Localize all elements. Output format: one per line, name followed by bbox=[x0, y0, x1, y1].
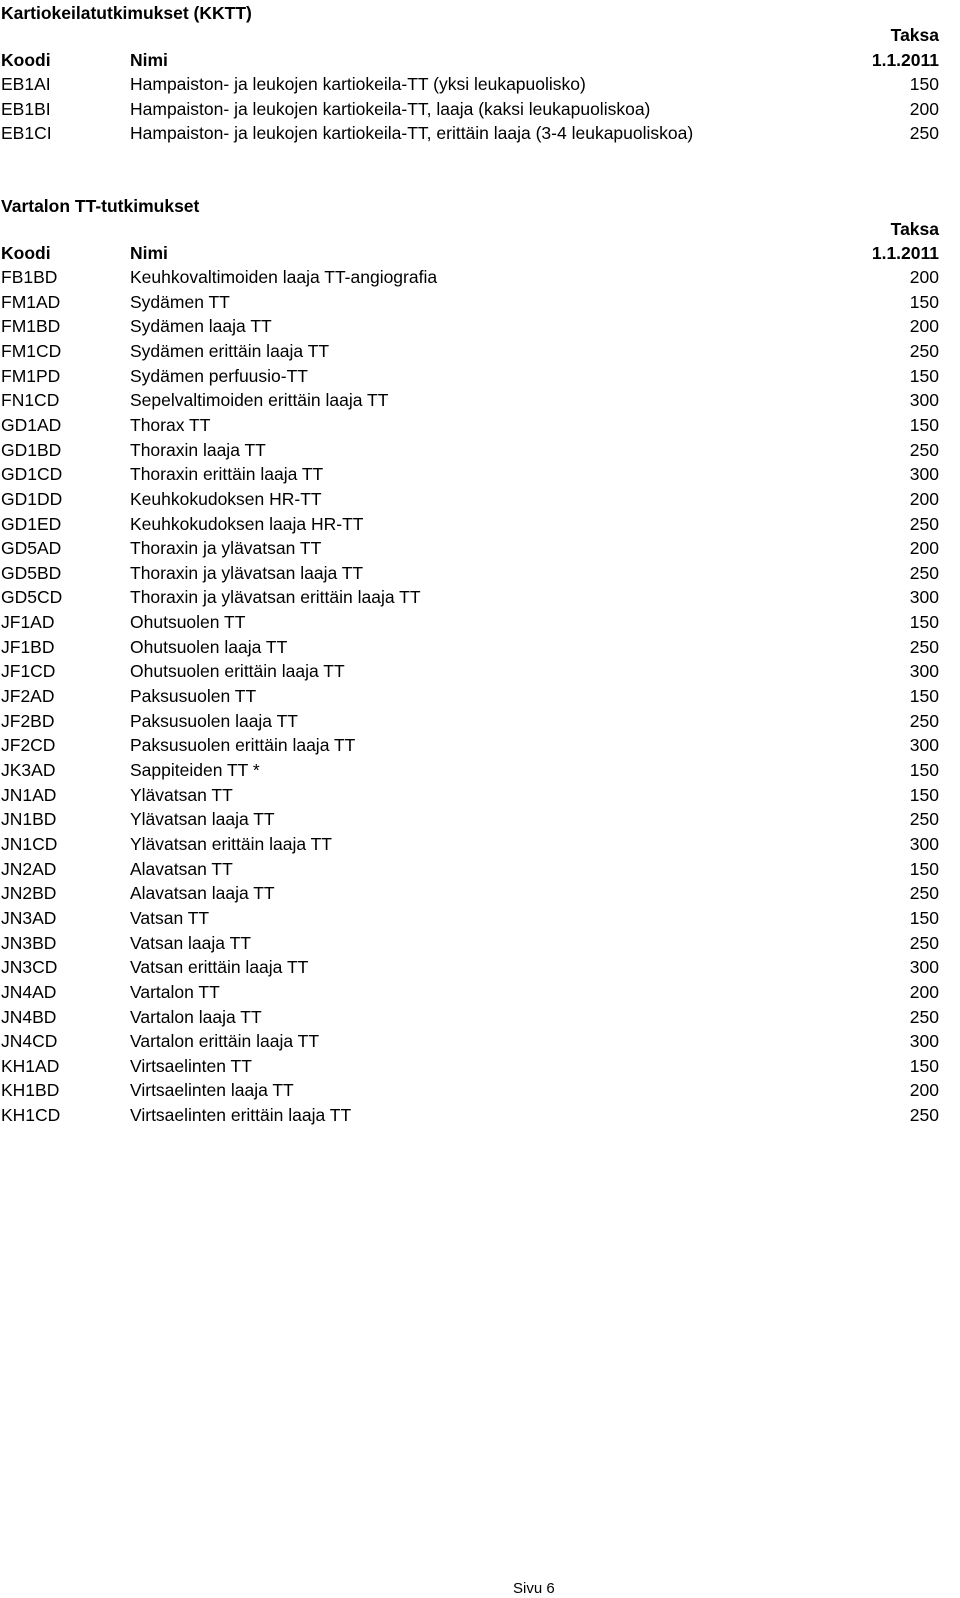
row-name: Sydämen laaja TT bbox=[130, 316, 272, 337]
row-price: 250 bbox=[909, 809, 939, 830]
row-name: Ylävatsan laaja TT bbox=[130, 809, 275, 830]
table-row bbox=[0, 1006, 960, 1031]
table-row bbox=[0, 759, 960, 784]
row-price: 150 bbox=[909, 1055, 939, 1076]
row-price: 250 bbox=[909, 439, 939, 460]
row-name: Ohutsuolen laaja TT bbox=[130, 636, 288, 657]
table-row bbox=[0, 122, 960, 147]
row-name: Vartalon erittäin laaja TT bbox=[130, 1031, 320, 1052]
table-row bbox=[0, 636, 960, 661]
row-price: 150 bbox=[909, 74, 939, 94]
row-price: 200 bbox=[909, 98, 939, 119]
row-code: JN3CD bbox=[1, 957, 58, 978]
row-name: Thoraxin laaja TT bbox=[130, 439, 266, 460]
row-price: 200 bbox=[909, 538, 939, 559]
row-name: Virtsaelinten erittäin laaja TT bbox=[130, 1105, 352, 1126]
table-row bbox=[0, 537, 960, 562]
page-number: Sivu 6 bbox=[513, 1580, 555, 1597]
name-column-header: Nimi bbox=[130, 50, 168, 70]
row-name: Virtsaelinten TT bbox=[130, 1055, 252, 1076]
row-price: 150 bbox=[909, 365, 939, 386]
table-row bbox=[0, 389, 960, 414]
table-row bbox=[0, 1104, 960, 1129]
row-name: Keuhkovaltimoiden laaja TT-angiografia bbox=[130, 267, 438, 287]
row-price: 150 bbox=[909, 858, 939, 879]
row-name: Sydämen erittäin laaja TT bbox=[130, 340, 330, 361]
row-price: 200 bbox=[909, 316, 939, 337]
row-code: GD1DD bbox=[1, 488, 63, 509]
row-price: 200 bbox=[909, 1080, 939, 1101]
row-code: JF1BD bbox=[1, 636, 55, 657]
row-code: GD1BD bbox=[1, 439, 62, 460]
row-code: JN4BD bbox=[1, 1006, 57, 1027]
table-row bbox=[0, 562, 960, 587]
row-price: 250 bbox=[909, 123, 939, 144]
code-column-header: Koodi bbox=[1, 50, 51, 70]
table-row bbox=[0, 710, 960, 735]
table-row bbox=[0, 513, 960, 538]
row-name: Alavatsan laaja TT bbox=[130, 883, 275, 904]
row-code: GD5BD bbox=[1, 562, 62, 583]
row-code: JN1BD bbox=[1, 809, 57, 830]
row-name: Keuhkokudoksen HR-TT bbox=[130, 488, 322, 509]
row-price: 200 bbox=[909, 267, 939, 287]
table-row bbox=[0, 833, 960, 858]
row-code: EB1AI bbox=[1, 74, 51, 94]
table-row bbox=[0, 1079, 960, 1104]
row-code: GD1ED bbox=[1, 513, 62, 534]
table-row bbox=[0, 414, 960, 439]
row-price: 300 bbox=[909, 1031, 939, 1052]
row-name: Vatsan erittäin laaja TT bbox=[130, 957, 309, 978]
table-row bbox=[0, 882, 960, 907]
row-code: GD5CD bbox=[1, 587, 63, 608]
table-row bbox=[0, 365, 960, 390]
row-price: 250 bbox=[909, 1105, 939, 1126]
row-code: FN1CD bbox=[1, 390, 60, 411]
row-name: Vatsan TT bbox=[130, 907, 210, 928]
row-code: KH1BD bbox=[1, 1080, 60, 1101]
table-row bbox=[0, 808, 960, 833]
table-row bbox=[0, 463, 960, 488]
table-row bbox=[0, 611, 960, 636]
row-code: JN4AD bbox=[1, 981, 57, 1002]
date-column-header: 1.1.2011 bbox=[871, 243, 939, 263]
row-name: Virtsaelinten laaja TT bbox=[130, 1080, 294, 1101]
row-name: Paksusuolen erittäin laaja TT bbox=[130, 735, 356, 756]
table-row bbox=[0, 586, 960, 611]
table-row bbox=[0, 1055, 960, 1080]
row-code: FB1BD bbox=[1, 267, 58, 287]
section-title: Vartalon TT-tutkimukset bbox=[1, 196, 200, 216]
row-code: JN2AD bbox=[1, 858, 57, 879]
date-column-header: 1.1.2011 bbox=[871, 50, 939, 70]
row-price: 150 bbox=[909, 760, 939, 780]
row-code: GD1CD bbox=[1, 464, 63, 485]
row-name: Ohutsuolen erittäin laaja TT bbox=[130, 661, 345, 682]
taksa-header: Taksa bbox=[890, 25, 939, 45]
table-row bbox=[0, 981, 960, 1006]
row-code: JK3AD bbox=[1, 760, 56, 780]
row-price: 150 bbox=[909, 686, 939, 707]
table-row bbox=[0, 907, 960, 932]
row-code: JN1AD bbox=[1, 784, 57, 805]
row-price: 150 bbox=[909, 291, 939, 312]
row-code: GD1AD bbox=[1, 414, 62, 435]
row-code: JF1CD bbox=[1, 661, 56, 682]
row-name: Thorax TT bbox=[130, 414, 211, 435]
row-price: 300 bbox=[909, 587, 939, 608]
row-code: JF2BD bbox=[1, 710, 55, 731]
row-price: 200 bbox=[909, 981, 939, 1002]
row-price: 300 bbox=[909, 957, 939, 978]
table-row bbox=[0, 858, 960, 883]
row-price: 150 bbox=[909, 612, 939, 633]
row-name: Thoraxin ja ylävatsan laaja TT bbox=[130, 562, 364, 583]
row-name: Ohutsuolen TT bbox=[130, 612, 246, 633]
row-name: Vartalon laaja TT bbox=[130, 1006, 262, 1027]
row-price: 250 bbox=[909, 710, 939, 731]
table-row bbox=[0, 315, 960, 340]
row-price: 300 bbox=[909, 735, 939, 756]
row-price: 300 bbox=[909, 464, 939, 485]
taksa-header: Taksa bbox=[890, 219, 939, 239]
row-price: 250 bbox=[909, 340, 939, 361]
row-name: Ylävatsan TT bbox=[130, 784, 233, 805]
row-price: 250 bbox=[909, 513, 939, 534]
row-code: KH1AD bbox=[1, 1055, 60, 1076]
row-code: JN3BD bbox=[1, 932, 57, 953]
row-code: JN1CD bbox=[1, 833, 58, 854]
table-row bbox=[0, 266, 960, 291]
section-title: Kartiokeilatutkimukset (KKTT) bbox=[1, 3, 252, 23]
row-code: EB1CI bbox=[1, 123, 52, 144]
row-price: 150 bbox=[909, 907, 939, 928]
row-name: Vatsan laaja TT bbox=[130, 932, 251, 953]
table-row bbox=[0, 956, 960, 981]
table-row bbox=[0, 291, 960, 316]
row-code: EB1BI bbox=[1, 98, 51, 119]
row-code: JF2AD bbox=[1, 686, 55, 707]
row-name: Hampaiston- ja leukojen kartiokeila-TT, laaja (kaksi leukapuoliskoa) bbox=[130, 98, 651, 119]
row-price: 250 bbox=[909, 932, 939, 953]
row-price: 250 bbox=[909, 636, 939, 657]
row-code: JN2BD bbox=[1, 883, 57, 904]
row-code: JF1AD bbox=[1, 612, 55, 633]
table-row bbox=[0, 1030, 960, 1055]
row-name: Sydämen TT bbox=[130, 291, 230, 312]
row-code: FM1PD bbox=[1, 365, 61, 386]
table-row bbox=[0, 685, 960, 710]
table-row bbox=[0, 439, 960, 464]
row-code: FM1CD bbox=[1, 340, 62, 361]
table-row bbox=[0, 784, 960, 809]
row-price: 200 bbox=[909, 488, 939, 509]
row-price: 300 bbox=[909, 390, 939, 411]
row-name: Sepelvaltimoiden erittäin laaja TT bbox=[130, 390, 389, 411]
row-name: Thoraxin ja ylävatsan erittäin laaja TT bbox=[130, 587, 421, 608]
row-code: JN3AD bbox=[1, 907, 57, 928]
row-price: 250 bbox=[909, 883, 939, 904]
row-name: Sappiteiden TT * bbox=[130, 760, 260, 780]
row-price: 250 bbox=[909, 562, 939, 583]
row-name: Hampaiston- ja leukojen kartiokeila-TT (yksi leukapuolisko) bbox=[130, 74, 586, 94]
row-name: Thoraxin ja ylävatsan TT bbox=[130, 538, 322, 559]
table-row bbox=[0, 73, 960, 98]
row-code: JF2CD bbox=[1, 735, 56, 756]
table-row bbox=[0, 734, 960, 759]
row-name: Alavatsan TT bbox=[130, 858, 233, 879]
row-name: Keuhkokudoksen laaja HR-TT bbox=[130, 513, 364, 534]
table-row bbox=[0, 98, 960, 123]
code-column-header: Koodi bbox=[1, 243, 51, 263]
row-price: 300 bbox=[909, 661, 939, 682]
row-code: FM1AD bbox=[1, 291, 61, 312]
row-code: KH1CD bbox=[1, 1105, 61, 1126]
row-name: Sydämen perfuusio-TT bbox=[130, 365, 308, 386]
name-column-header: Nimi bbox=[130, 243, 168, 263]
row-price: 150 bbox=[909, 784, 939, 805]
row-code: FM1BD bbox=[1, 316, 61, 337]
row-name: Ylävatsan erittäin laaja TT bbox=[130, 833, 333, 854]
row-name: Thoraxin erittäin laaja TT bbox=[130, 464, 324, 485]
row-price: 300 bbox=[909, 833, 939, 854]
table-row bbox=[0, 660, 960, 685]
row-name: Vartalon TT bbox=[130, 981, 220, 1002]
table-row bbox=[0, 488, 960, 513]
table-row bbox=[0, 932, 960, 957]
row-code: GD5AD bbox=[1, 538, 62, 559]
row-code: JN4CD bbox=[1, 1031, 58, 1052]
row-price: 150 bbox=[909, 414, 939, 435]
row-name: Hampaiston- ja leukojen kartiokeila-TT, erittäin laaja (3-4 leukapuoliskoa) bbox=[130, 123, 694, 144]
row-price: 250 bbox=[909, 1006, 939, 1027]
row-name: Paksusuolen laaja TT bbox=[130, 710, 298, 731]
row-name: Paksusuolen TT bbox=[130, 686, 257, 707]
table-row bbox=[0, 340, 960, 365]
